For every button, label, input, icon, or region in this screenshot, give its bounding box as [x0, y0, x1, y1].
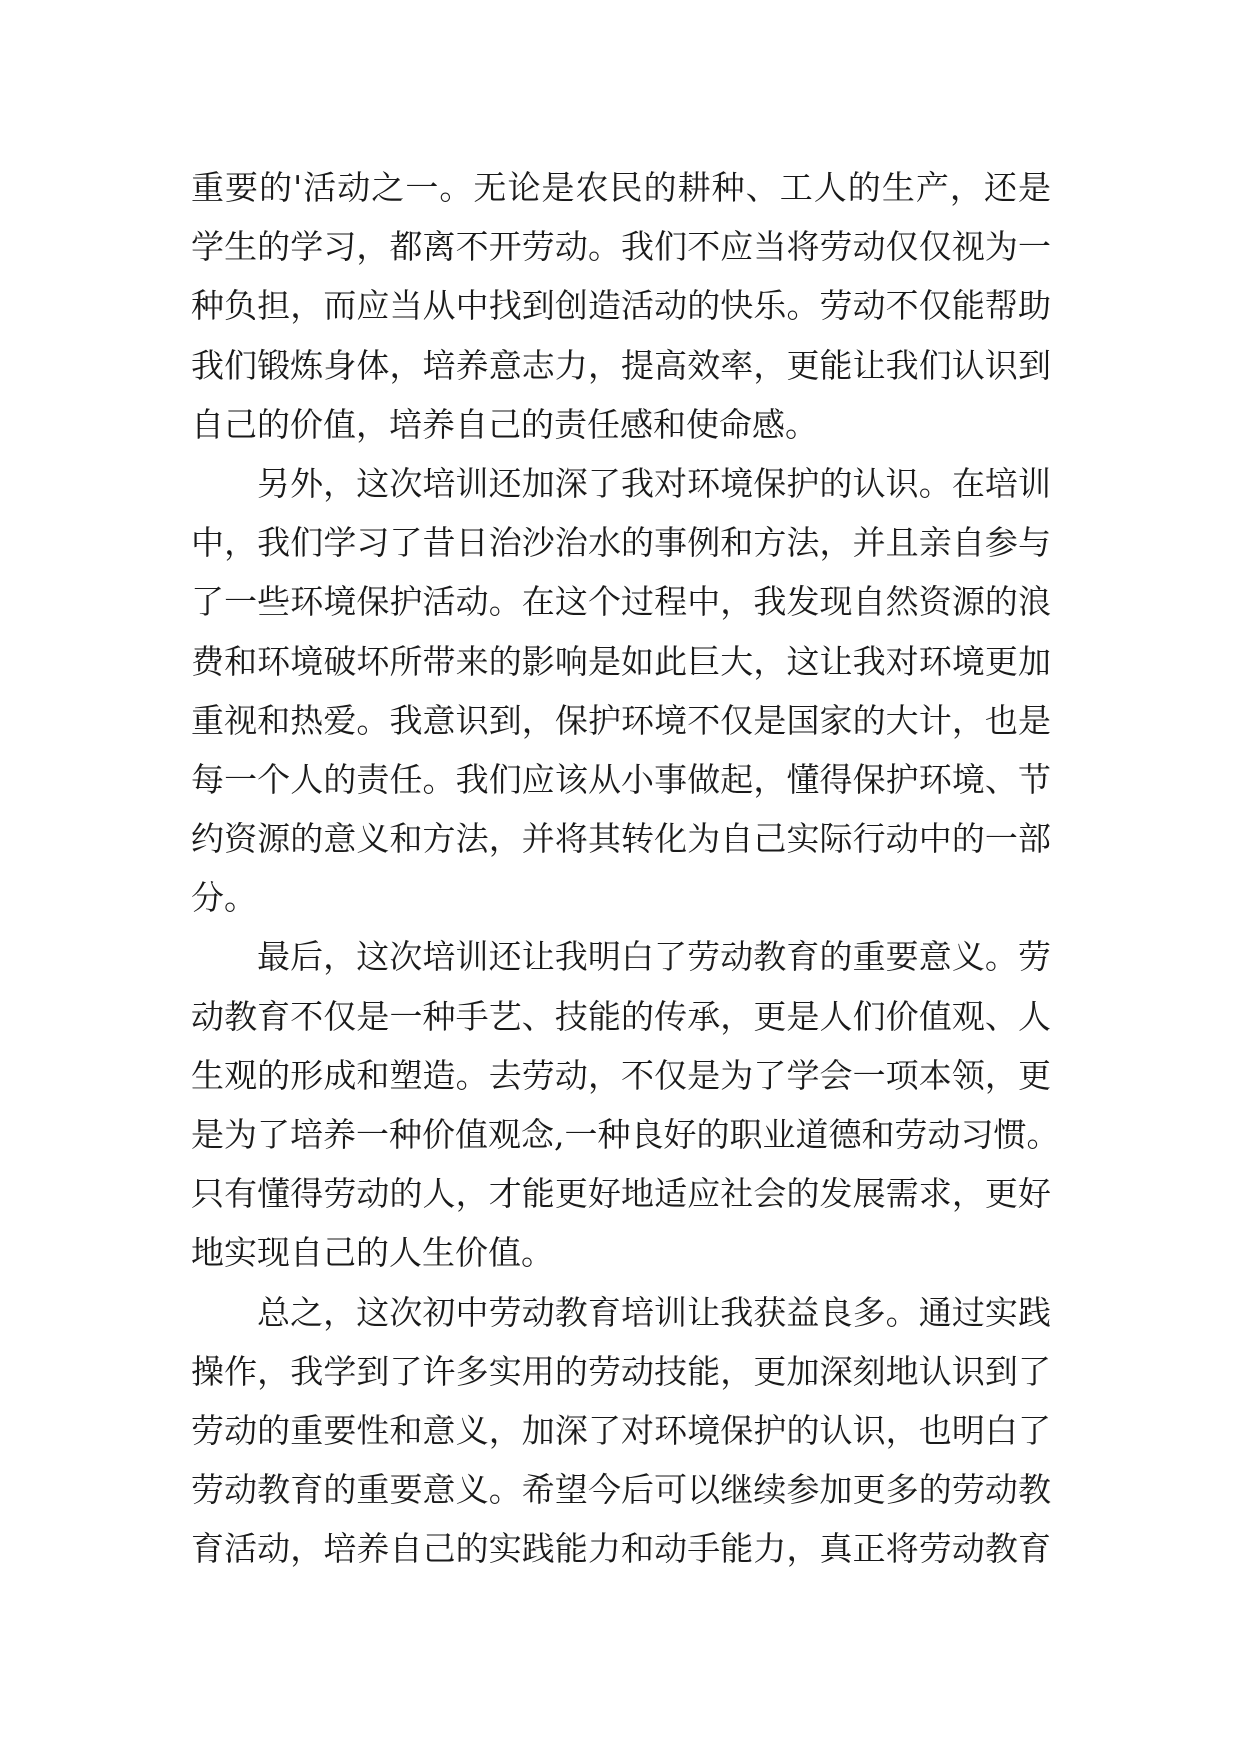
text-line: 种负担，而应当从中找到创造活动的快乐。劳动不仅能帮助	[191, 286, 1051, 326]
paragraph-labor-education	[191, 927, 1060, 1282]
paragraph-environment	[191, 454, 1051, 928]
text-line: 约资源的意义和方法，并将其转化为自己实际行动中的一部	[191, 819, 1051, 859]
text-line: 另外，这次培训还加深了我对环境保护的认识。在培训	[257, 463, 1051, 503]
text-line: 只有懂得劳动的人，才能更好地适应社会的发展需求，更好	[191, 1174, 1051, 1214]
text-line: 总之，这次初中劳动教育培训让我获益良多。通过实践	[257, 1292, 1051, 1332]
text-line: 分。	[191, 878, 257, 918]
text-line: 操作，我学到了许多实用的劳动技能，更加深刻地认识到了	[191, 1351, 1051, 1391]
text-line: 劳动教育的重要意义。希望今后可以继续参加更多的劳动教	[191, 1470, 1051, 1510]
text-line: 重视和热爱。我意识到，保护环境不仅是国家的大计，也是	[191, 700, 1051, 740]
text-line: 我们锻炼身体，培养意志力，提高效率，更能让我们认识到	[191, 345, 1051, 385]
text-line: 自己的价值，培养自己的责任感和使命感。	[191, 404, 818, 444]
text-line: 是为了培养一种价值观念,一种良好的职业道德和劳动习惯。	[191, 1115, 1060, 1154]
text-line: 劳动的重要性和意义，加深了对环境保护的认识，也明白了	[191, 1410, 1051, 1450]
text-line: 育活动，培养自己的实践能力和动手能力，真正将劳动教育	[191, 1529, 1051, 1569]
text-line: 地实现自己的人生价值。	[191, 1233, 554, 1273]
text-line: 动教育不仅是一种手艺、技能的传承，更是人们价值观、人	[191, 996, 1051, 1036]
body-text	[191, 158, 1060, 1579]
text-line: 学生的学习，都离不开劳动。我们不应当将劳动仅仅视为一	[191, 227, 1051, 267]
paragraph-labor-value	[191, 158, 1051, 454]
text-line: 费和环境破坏所带来的影响是如此巨大，这让我对环境更加	[191, 641, 1051, 681]
text-line: 最后，这次培训还让我明白了劳动教育的重要意义。劳	[257, 937, 1051, 977]
text-line: 生观的形成和塑造。去劳动，不仅是为了学会一项本领，更	[191, 1055, 1051, 1095]
text-line: 中，我们学习了昔日治沙治水的事例和方法，并且亲自参与	[191, 523, 1051, 563]
text-line: 了一些环境保护活动。在这个过程中，我发现自然资源的浪	[191, 582, 1051, 622]
text-line: 重要的'活动之一。无论是农民的耕种、工人的生产，还是	[191, 168, 1051, 207]
text-line: 每一个人的责任。我们应该从小事做起，懂得保护环境、节	[191, 759, 1051, 799]
paragraph-conclusion	[191, 1283, 1051, 1579]
